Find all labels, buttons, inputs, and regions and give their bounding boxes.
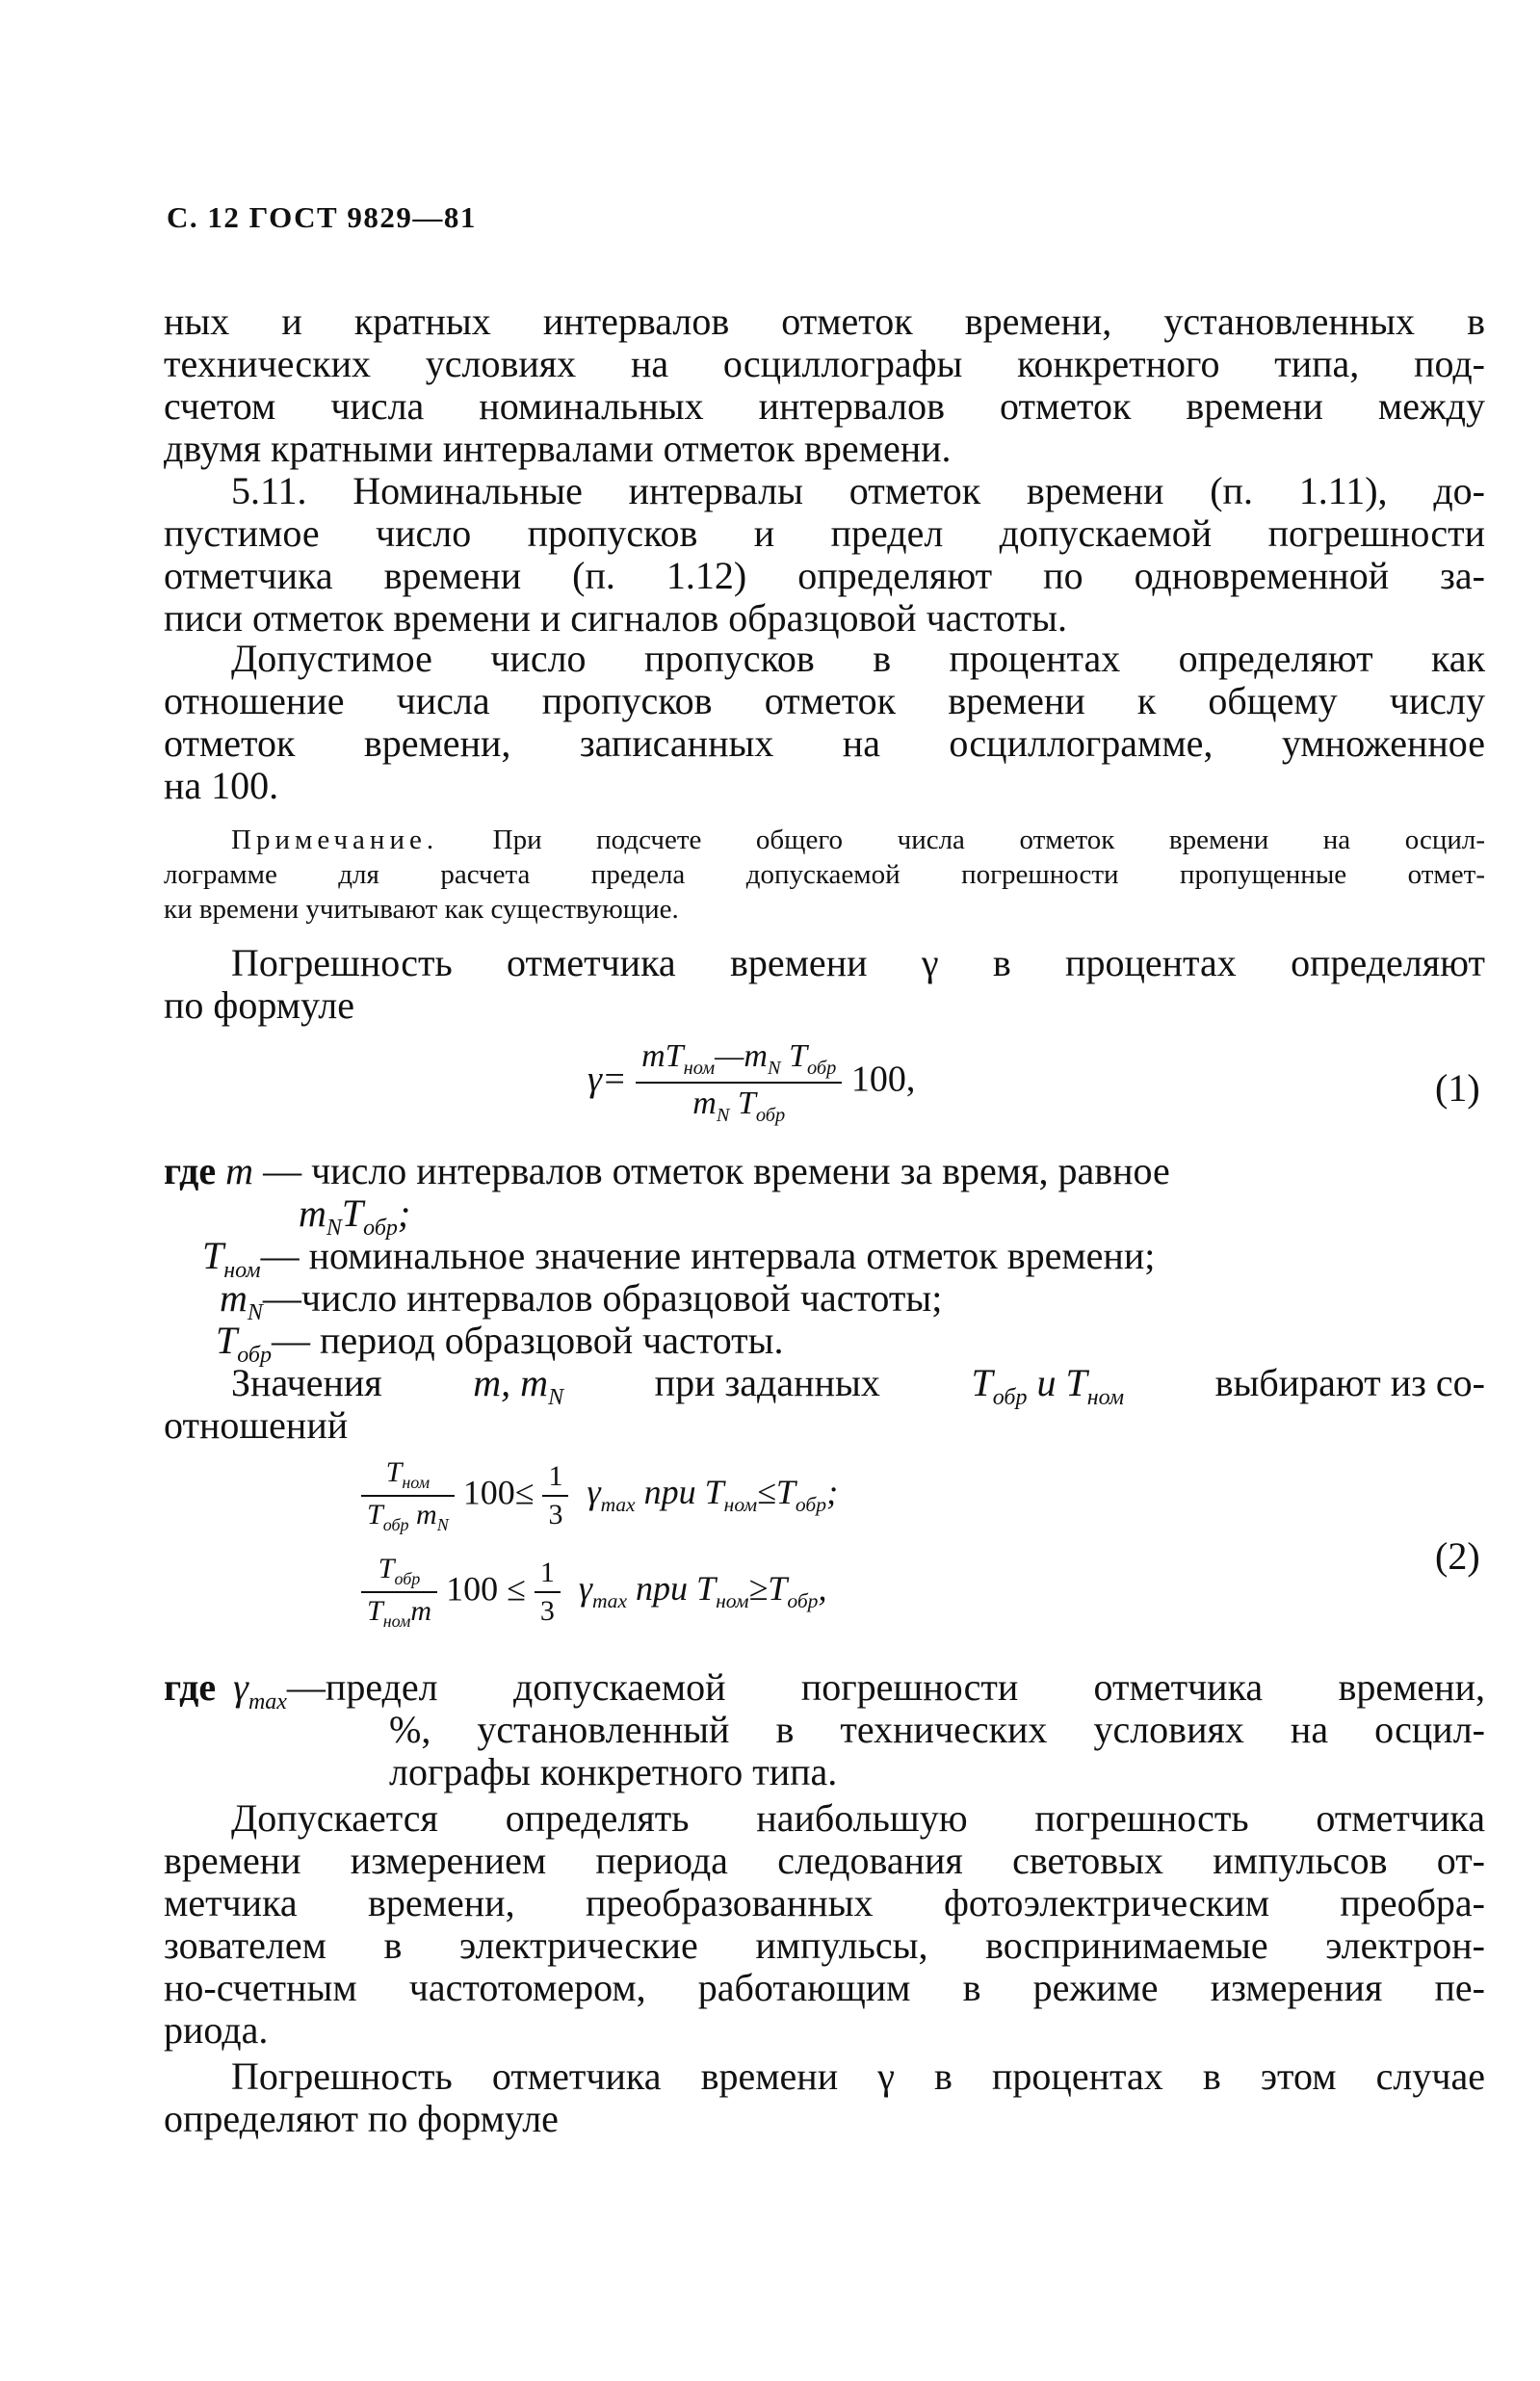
symbols-m-mn: m, $m_N$ [473,1361,564,1410]
text-line: отметчика времени (п. 1.12) определяют по одновременной за- [164,554,1485,597]
text-line: Допускается определять наибольшую погрешность отметчика [231,1796,1485,1840]
equation-number-1: (1) [1435,1066,1480,1110]
definition-m-cont: $m_NT_{обр}$; [299,1191,411,1241]
formula-text: $\gamma_{max}$ при $T_{ном}\ge T_{обр}$, [578,1569,827,1613]
text-line: писи отметок времени и сигналов образцовой частоты. [164,596,1067,640]
text-line: технических условиях на осциллографы конкретного типа, под- [164,342,1485,385]
formula-denominator: $T_{обр}$ $m_N$ [367,1499,449,1534]
text-line: метчика времени, преобразованных фотоэлектрическим преобра- [164,1881,1485,1924]
text-line: риода. [164,2008,269,2052]
formula-tail: 100, [850,1059,916,1100]
note-line: ки времени учитывают как существующие. [164,894,679,925]
text-line: но-счетным частотомером, работающим в режиме измерения пе- [164,1966,1485,2009]
clause-5-11-first-line: 5.11. Номинальные интервалы отметок времени (п. 1.11), до- [231,469,1485,512]
formula-fraction [361,1553,437,1632]
symbol-gamma-max: $\gamma_{max}$ [233,1665,287,1714]
symbol-m: m [225,1149,254,1192]
formula-fraction [542,1460,568,1531]
text-line: счетом числа номинальных интервалов отметок времени между [164,384,1485,428]
text-line: отношений [164,1403,349,1447]
note-line [231,823,1485,857]
formula-text: $\gamma_{max}$ при $T_{ном}\le T_{обр}$; [587,1473,839,1517]
formula-denominator: 3 [539,1595,555,1627]
text-line: пустимое число пропусков и предел допускаемой погрешности [164,511,1485,555]
text-line: Погрешность отметчика времени γ в процентах в этом случае [231,2054,1485,2098]
text-fragment: Значения [231,1361,382,1404]
formula-denominator: $T_{ном}m$ [367,1595,432,1631]
definition-text: — номинальное значение интервала отметок времени; [260,1234,1156,1277]
formula-denominator: 3 [548,1499,563,1531]
text-fragment: выбирают из со- [1214,1361,1485,1404]
note-text: При подсчете общего числа отметок времени на осцил- [492,824,1485,855]
text-line: %, установленный в технических условиях на осцил- [389,1708,1485,1751]
definition-m [164,1150,1485,1192]
formula-gamma: γ= [587,1059,627,1100]
formula-fraction [636,1038,842,1127]
formula-numerator: $mT_{ном}—m_N$ $T_{обр}$ [636,1038,842,1084]
formula-2-row-2 [361,1553,826,1632]
symbol-tobr: $T_{обр}$ [216,1319,273,1368]
definition-text: —число интервалов образцовой частоты; [262,1276,943,1320]
formula-numerator: $T_{ном}$ [361,1456,455,1497]
formula-numerator: 1 [542,1460,568,1497]
text-line: по формуле [164,983,354,1027]
text-line: на 100. [164,764,279,807]
symbols-tobr-tnom: $T_{обр}$ и $T_{ном}$ [971,1361,1125,1410]
text-line: определяют по формуле [164,2097,559,2140]
text-line: ных и кратных интервалов отметок времени, установленных в [164,300,1485,343]
formula-text: 100≤ [462,1473,535,1512]
formula-numerator: 1 [535,1557,561,1593]
note-line: лограмме для расчета предела допускаемой погрешности пропущенные отмет- [164,859,1485,890]
text-line: лографы конкретного типа. [389,1750,838,1793]
text-line: Допустимое число пропусков в процентах определяют как [231,637,1485,680]
equation-number-2: (2) [1435,1534,1480,1578]
definition-text: — период образцовой частоты. [272,1319,784,1362]
text-line: отношение числа пропусков отметок времени к общему числу [164,679,1485,722]
formula-fraction [535,1557,561,1628]
page-header: С. 12 ГОСТ 9829—81 [167,200,477,234]
formula-denominator: $m_N$ $T_{обр}$ [692,1085,786,1126]
symbol-tnom: $T_{ном}$ [202,1234,261,1283]
formula-numerator: $T_{обр}$ [361,1553,437,1593]
symbol-mn: $m_N$ [220,1276,263,1325]
formula-fraction [361,1456,455,1535]
where-word: где [164,1149,217,1192]
note-label: Примечание. [231,824,439,855]
text-line: времени измерением периода следования световых импульсов от- [164,1839,1485,1882]
text-line: двумя кратными интервалами отметок времени. [164,427,952,470]
where-word: где [164,1665,217,1709]
text-line: зователем в электрические импульсы, воспринимаемые электрон- [164,1923,1485,1967]
formula-1 [587,1038,915,1127]
text-line: отметок времени, записанных на осциллограмме, умноженное [164,721,1485,765]
formula-2-row-1 [361,1456,838,1535]
text-fragment: при заданных [654,1361,880,1404]
text-line: Погрешность отметчика времени γ в процентах определяют [231,941,1485,984]
formula-text: 100 ≤ [446,1569,526,1609]
definition-text: — число интервалов отметок времени за время, равное [263,1149,1170,1192]
definition-text: —предел допускаемой погрешности отметчика времени, [286,1665,1485,1709]
